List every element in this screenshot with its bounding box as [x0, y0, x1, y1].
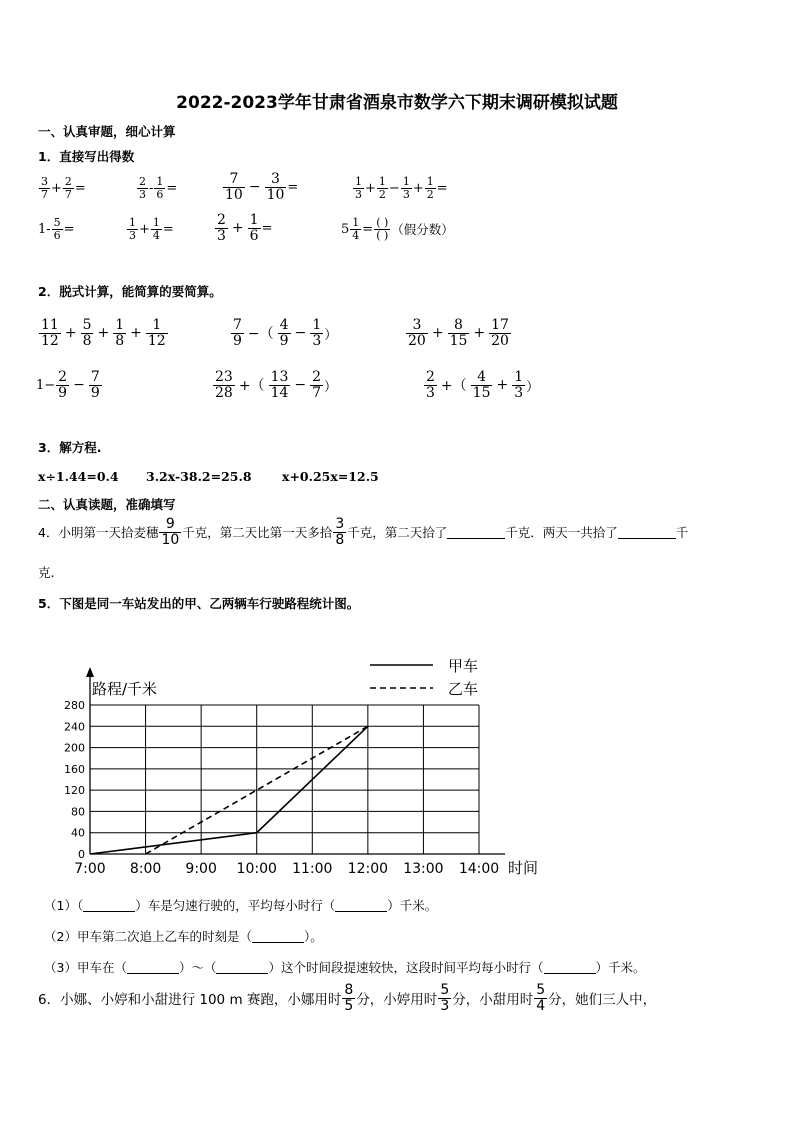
- x-tick-label: 12:00: [347, 861, 389, 877]
- y-tick-label: 120: [64, 784, 85, 798]
- q2-item-b3: $\frac{2}{3}$ +（ $\frac{4}{15}$ + $\frac{1}{3}$ ）: [426, 369, 540, 401]
- x-axis-label: 时间: [508, 859, 539, 877]
- q5-sub-2: （2）甲车第二次追上乙车的时刻是（ ）。: [44, 929, 323, 944]
- page-title: 2022-2023学年甘肃省酒泉市数学六下期末调研模拟试题: [176, 93, 618, 113]
- section-1-heading: 一、认真审题，细心计算: [38, 124, 176, 139]
- q2-label: 2．脱式计算，能简算的要简算。: [38, 284, 222, 299]
- x-tick-label: 11:00: [292, 861, 333, 877]
- q3-label: 3．解方程.: [38, 440, 102, 455]
- equation-1: x÷1.44=0.4: [38, 469, 119, 484]
- x-tick-label: 8:00: [129, 861, 162, 877]
- q5-sub-1: （1）（ ）车是匀速行驶的，平均每小时行（ ）千米。: [44, 898, 438, 913]
- q5-3-blank-3[interactable]: [544, 961, 596, 974]
- chart-legend: [370, 657, 478, 698]
- q2-item-b1: 1− $\frac{2}{9}$ − $\frac{7}{9}$: [36, 369, 100, 401]
- q2-item-a2: $\frac{7}{9}$ −（ $\frac{4}{9}$ − $\frac{1}{3}$ ）: [233, 317, 338, 349]
- legend-label: 甲车: [448, 657, 479, 675]
- y-tick-label: 280: [64, 699, 85, 712]
- y-tick-label: 160: [64, 762, 85, 776]
- q1-item-b2: $\frac{1}{3}$ + $\frac{1}{4}$ =: [129, 216, 174, 242]
- q4-blank-2[interactable]: [618, 526, 676, 539]
- q5-1-blank-2[interactable]: [335, 899, 387, 912]
- q4-line-2: 克.: [38, 565, 55, 580]
- q6-line: 6．小娜、小婷和小甜进行 100 m 赛跑，小娜用时 $\frac{8}{5}$ 分，小婷用时 $\frac{5}{3}$ 分，小甜用时 $\frac{5}{4}$ 分，她们三人中，: [38, 982, 657, 1014]
- q5-label: 5．下图是同一车站发出的甲、乙两辆车行驶路程统计图。: [38, 596, 360, 611]
- q1-item-a3: $\frac{7}{10}$ − $\frac{3}{10}$ =: [225, 171, 299, 203]
- equation-3: x+0.25x=12.5: [282, 469, 379, 484]
- chart-grid: [90, 705, 479, 854]
- q1-label: 1．直接写出得数: [38, 149, 135, 164]
- x-tick-label: 13:00: [403, 861, 444, 877]
- y-tick-label: 200: [64, 741, 85, 755]
- q5-3-blank-1[interactable]: [127, 961, 179, 974]
- q2-item-a1: $\frac{11}{12}$ + $\frac{5}{8}$ + $\frac{1}{8}$ + $\frac{1}{12}$: [41, 317, 166, 349]
- q5-2-blank[interactable]: [252, 930, 304, 943]
- q4-line: 4．小明第一天拾麦穗 $\frac{9}{10}$ 千克，第二天比第一天多拾 $\frac{3}{8}$ 千克，第二天拾了 千克．两天一共拾了 千: [38, 516, 689, 548]
- q5-1-blank-1[interactable]: [83, 899, 135, 912]
- section-2-heading: 二、认真读题，准确填写: [38, 497, 176, 512]
- y-tick-label: 240: [64, 720, 85, 734]
- q1-item-a4: $\frac{1}{3}$ + $\frac{1}{2}$ − $\frac{1}{3}$ + $\frac{1}{2}$ =: [355, 175, 448, 201]
- q2-item-a3: $\frac{3}{20}$ + $\frac{8}{15}$ + $\frac{17}{20}$: [408, 317, 509, 349]
- x-tick-label: 9:00: [185, 861, 217, 877]
- distance-chart: [38, 648, 558, 884]
- q5-sub-3: （3）甲车在（ ）～（ ）这个时间段提速较快，这段时间平均每小时行（ ）千米。: [44, 960, 646, 975]
- legend-label: 乙车: [448, 680, 479, 698]
- q1-item-b1: 1- $\frac{5}{6}$ =: [38, 216, 75, 242]
- q1-item-b3: $\frac{2}{3}$ + $\frac{1}{6}$ =: [217, 212, 273, 244]
- q5-3-blank-2[interactable]: [216, 961, 268, 974]
- equation-2: 3.2x-38.2=25.8: [146, 469, 252, 484]
- x-tick-label: 10:00: [236, 861, 277, 877]
- y-tick-label: 40: [71, 826, 85, 840]
- y-axis-label: 路程/千米: [92, 680, 158, 698]
- y-axis-arrow: [86, 667, 94, 677]
- y-tick-label: 80: [71, 805, 85, 819]
- q1-item-a2: $\frac{2}{3}$ - $\frac{1}{6}$ =: [139, 175, 178, 201]
- y-tick-label: 0: [78, 848, 85, 861]
- q1-item-a1: $\frac{3}{7}$ + $\frac{2}{7}$ =: [41, 175, 86, 201]
- q2-item-b2: $\frac{23}{28}$ +（ $\frac{13}{14}$ − $\frac{2}{7}$ ）: [215, 369, 338, 401]
- chart-ticks: [64, 699, 499, 877]
- x-tick-label: 7:00: [74, 861, 106, 877]
- q4-blank-1[interactable]: [447, 526, 505, 539]
- q1-item-b4: 5 $\frac{1}{4}$ = $\frac{( )}{( )}$ （假分数）: [341, 216, 454, 242]
- x-tick-label: 14:00: [458, 861, 500, 877]
